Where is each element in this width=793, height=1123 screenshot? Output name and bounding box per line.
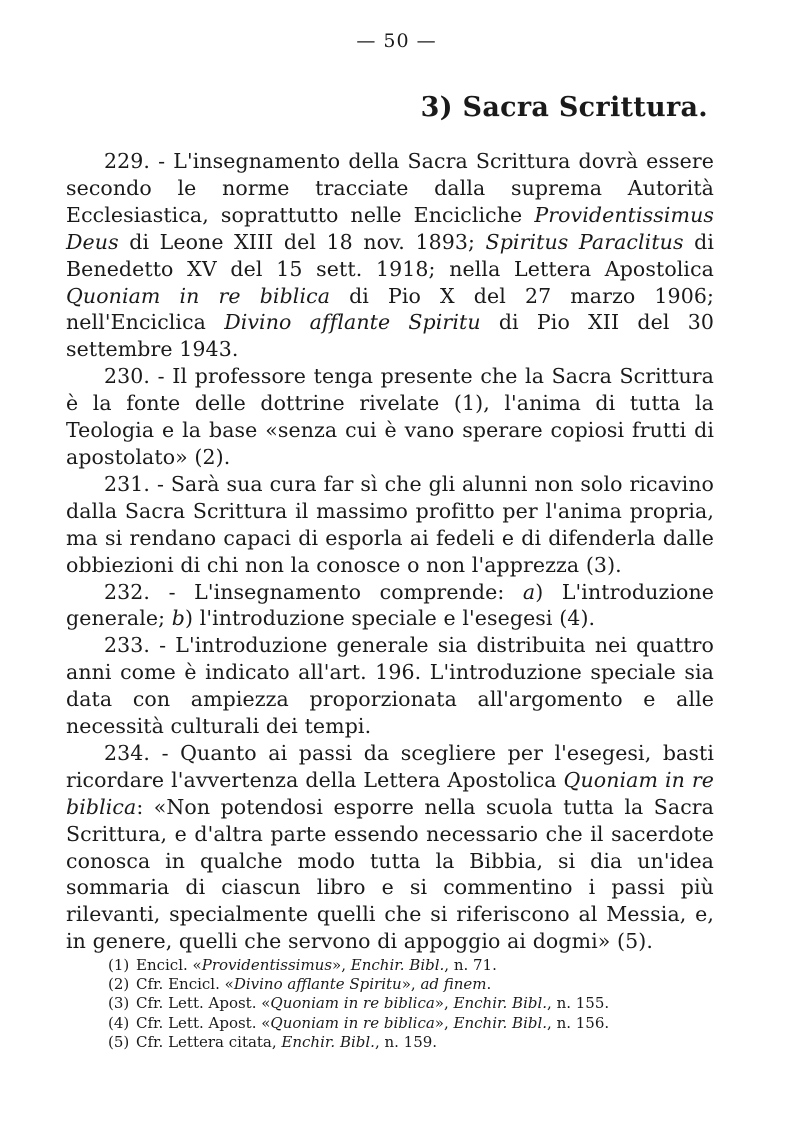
italic-text: Quoniam in re biblica bbox=[270, 1013, 435, 1032]
italic-text: Quoniam in re biblica bbox=[66, 767, 715, 819]
footnote-number: (3) bbox=[108, 994, 130, 1013]
footnote-number: (4) bbox=[108, 1013, 130, 1032]
text-run: , n. 71. bbox=[444, 956, 497, 974]
text-run: di Pio XII del 30 settembre 1943. bbox=[66, 310, 714, 362]
footnote-number: (1) bbox=[108, 956, 130, 974]
page-number: — 50 — bbox=[356, 30, 437, 52]
italic-text: Providentissimus bbox=[201, 956, 333, 974]
text-run: », bbox=[434, 994, 454, 1013]
footnote-text bbox=[136, 1033, 437, 1051]
text-run: 230. - Il professore tenga presente che la Sacra Scrittura è la fonte delle dottrine rivelate (1), l'anima di tutta la Teologia e la base «senza cui è vano sperare copiosi frutti di apostolato» (2). bbox=[66, 364, 714, 469]
footnote bbox=[108, 956, 718, 975]
text-run: Cfr. Lettera citata, bbox=[136, 1032, 282, 1051]
text-run: Cfr. Lett. Apost. « bbox=[136, 1013, 271, 1032]
text-run: 233. - L'introduzione generale sia distribuita nei quattro anni come è indicato all'art. 196. L'introduzione speciale sia data con ampiezza proporzionata all'argomento e alle necessità culturali dei tempi. bbox=[66, 633, 714, 739]
text-run: ) L'introduzione generale; bbox=[66, 579, 714, 631]
italic-text: ad finem bbox=[420, 975, 487, 994]
italic-text: b bbox=[171, 606, 185, 631]
text-run: 232. - L'insegnamento comprende: bbox=[104, 579, 523, 604]
footnote bbox=[108, 975, 718, 994]
text-run: , n. 155. bbox=[547, 994, 610, 1013]
footnote bbox=[108, 994, 718, 1013]
paragraph-230 bbox=[66, 363, 714, 471]
text-run: Cfr. Encicl. « bbox=[136, 975, 234, 994]
text-run: ) l'introduzione speciale e l'esegesi (4). bbox=[184, 606, 596, 631]
text-run: », bbox=[332, 956, 351, 974]
body-text bbox=[66, 148, 714, 955]
text-run: , n. 159. bbox=[374, 1032, 438, 1051]
text-run: di Benedetto XV del 15 sett. 1918; nella Lettera Apostolica bbox=[66, 229, 714, 281]
footnote bbox=[108, 1033, 718, 1052]
text-run: 231. - Sarà sua cura far sì che gli alunni non solo ricavino dalla Sacra Scrittura il massimo profitto per l'anima propria, ma si rendano capaci di esporla ai fedeli e di difenderla dalle obbiezioni di chi non la conosce o non l'apprezza (3). bbox=[66, 471, 714, 577]
footnote bbox=[108, 1014, 718, 1033]
text-run: : «Non potendosi esporre nella scuola tutta la Sacra Scrittura, e d'altra parte essendo necessario che il sacerdote conosca in qualche modo tutta la Bibbia, si dia un'idea sommaria di ciascun libro e si commentino i passi più rilevanti, specialmente quelli che si riferiscono al Messia, e, in genere, quelli che servono di appoggio ai dogmi» (5). bbox=[66, 794, 714, 954]
footnote-number: (5) bbox=[108, 1032, 130, 1051]
footnote-text bbox=[136, 994, 609, 1012]
italic-text: Spiritus Paraclitus bbox=[485, 229, 684, 254]
text-run: 229. - L'insegnamento della Sacra Scrittura dovrà essere secondo le norme tracciate dalla suprema Autorità Ecclesiastica, soprattutto nelle Encicliche bbox=[66, 149, 714, 227]
text-run: », bbox=[401, 975, 421, 994]
italic-text: Divino afflante Spiritu bbox=[224, 310, 481, 335]
paragraph-231 bbox=[66, 471, 714, 579]
text-run: », bbox=[434, 1013, 454, 1032]
text-run: Encicl. « bbox=[136, 956, 202, 974]
text-run: di Pio X del 27 marzo 1906; nell'Enciclica bbox=[66, 283, 714, 335]
italic-text: Providentissimus Deus bbox=[66, 202, 714, 254]
italic-text: Enchir. Bibl. bbox=[281, 1032, 375, 1051]
text-run: di Leone XIII del 18 nov. 1893; bbox=[118, 229, 486, 254]
paragraph-234 bbox=[66, 740, 714, 955]
paragraph-232 bbox=[66, 579, 714, 633]
footnotes bbox=[108, 956, 718, 1052]
italic-text: Divino afflante Spiritu bbox=[233, 975, 402, 994]
italic-text: Enchir. Bibl. bbox=[350, 956, 445, 974]
footnote-text bbox=[136, 975, 491, 993]
italic-text: Enchir. Bibl. bbox=[453, 1013, 548, 1032]
text-run: 234. - Quanto ai passi da scegliere per l'esegesi, basti ricordare l'avvertenza della Lettera Apostolica bbox=[66, 740, 714, 792]
italic-text: Quoniam in re biblica bbox=[270, 994, 435, 1013]
footnote-text bbox=[136, 1014, 609, 1032]
italic-text: a bbox=[522, 579, 536, 604]
text-run: , n. 156. bbox=[547, 1013, 610, 1032]
paragraph-229 bbox=[66, 148, 714, 363]
italic-text: Enchir. Bibl. bbox=[453, 994, 548, 1013]
footnote-text bbox=[136, 956, 497, 974]
italic-text: Quoniam in re biblica bbox=[66, 283, 331, 308]
text-run: . bbox=[486, 975, 492, 994]
text-run: Cfr. Lett. Apost. « bbox=[136, 994, 271, 1013]
section-heading: 3) Sacra Scrittura. bbox=[420, 92, 708, 123]
paragraph-233 bbox=[66, 632, 714, 740]
footnote-number: (2) bbox=[108, 975, 130, 994]
